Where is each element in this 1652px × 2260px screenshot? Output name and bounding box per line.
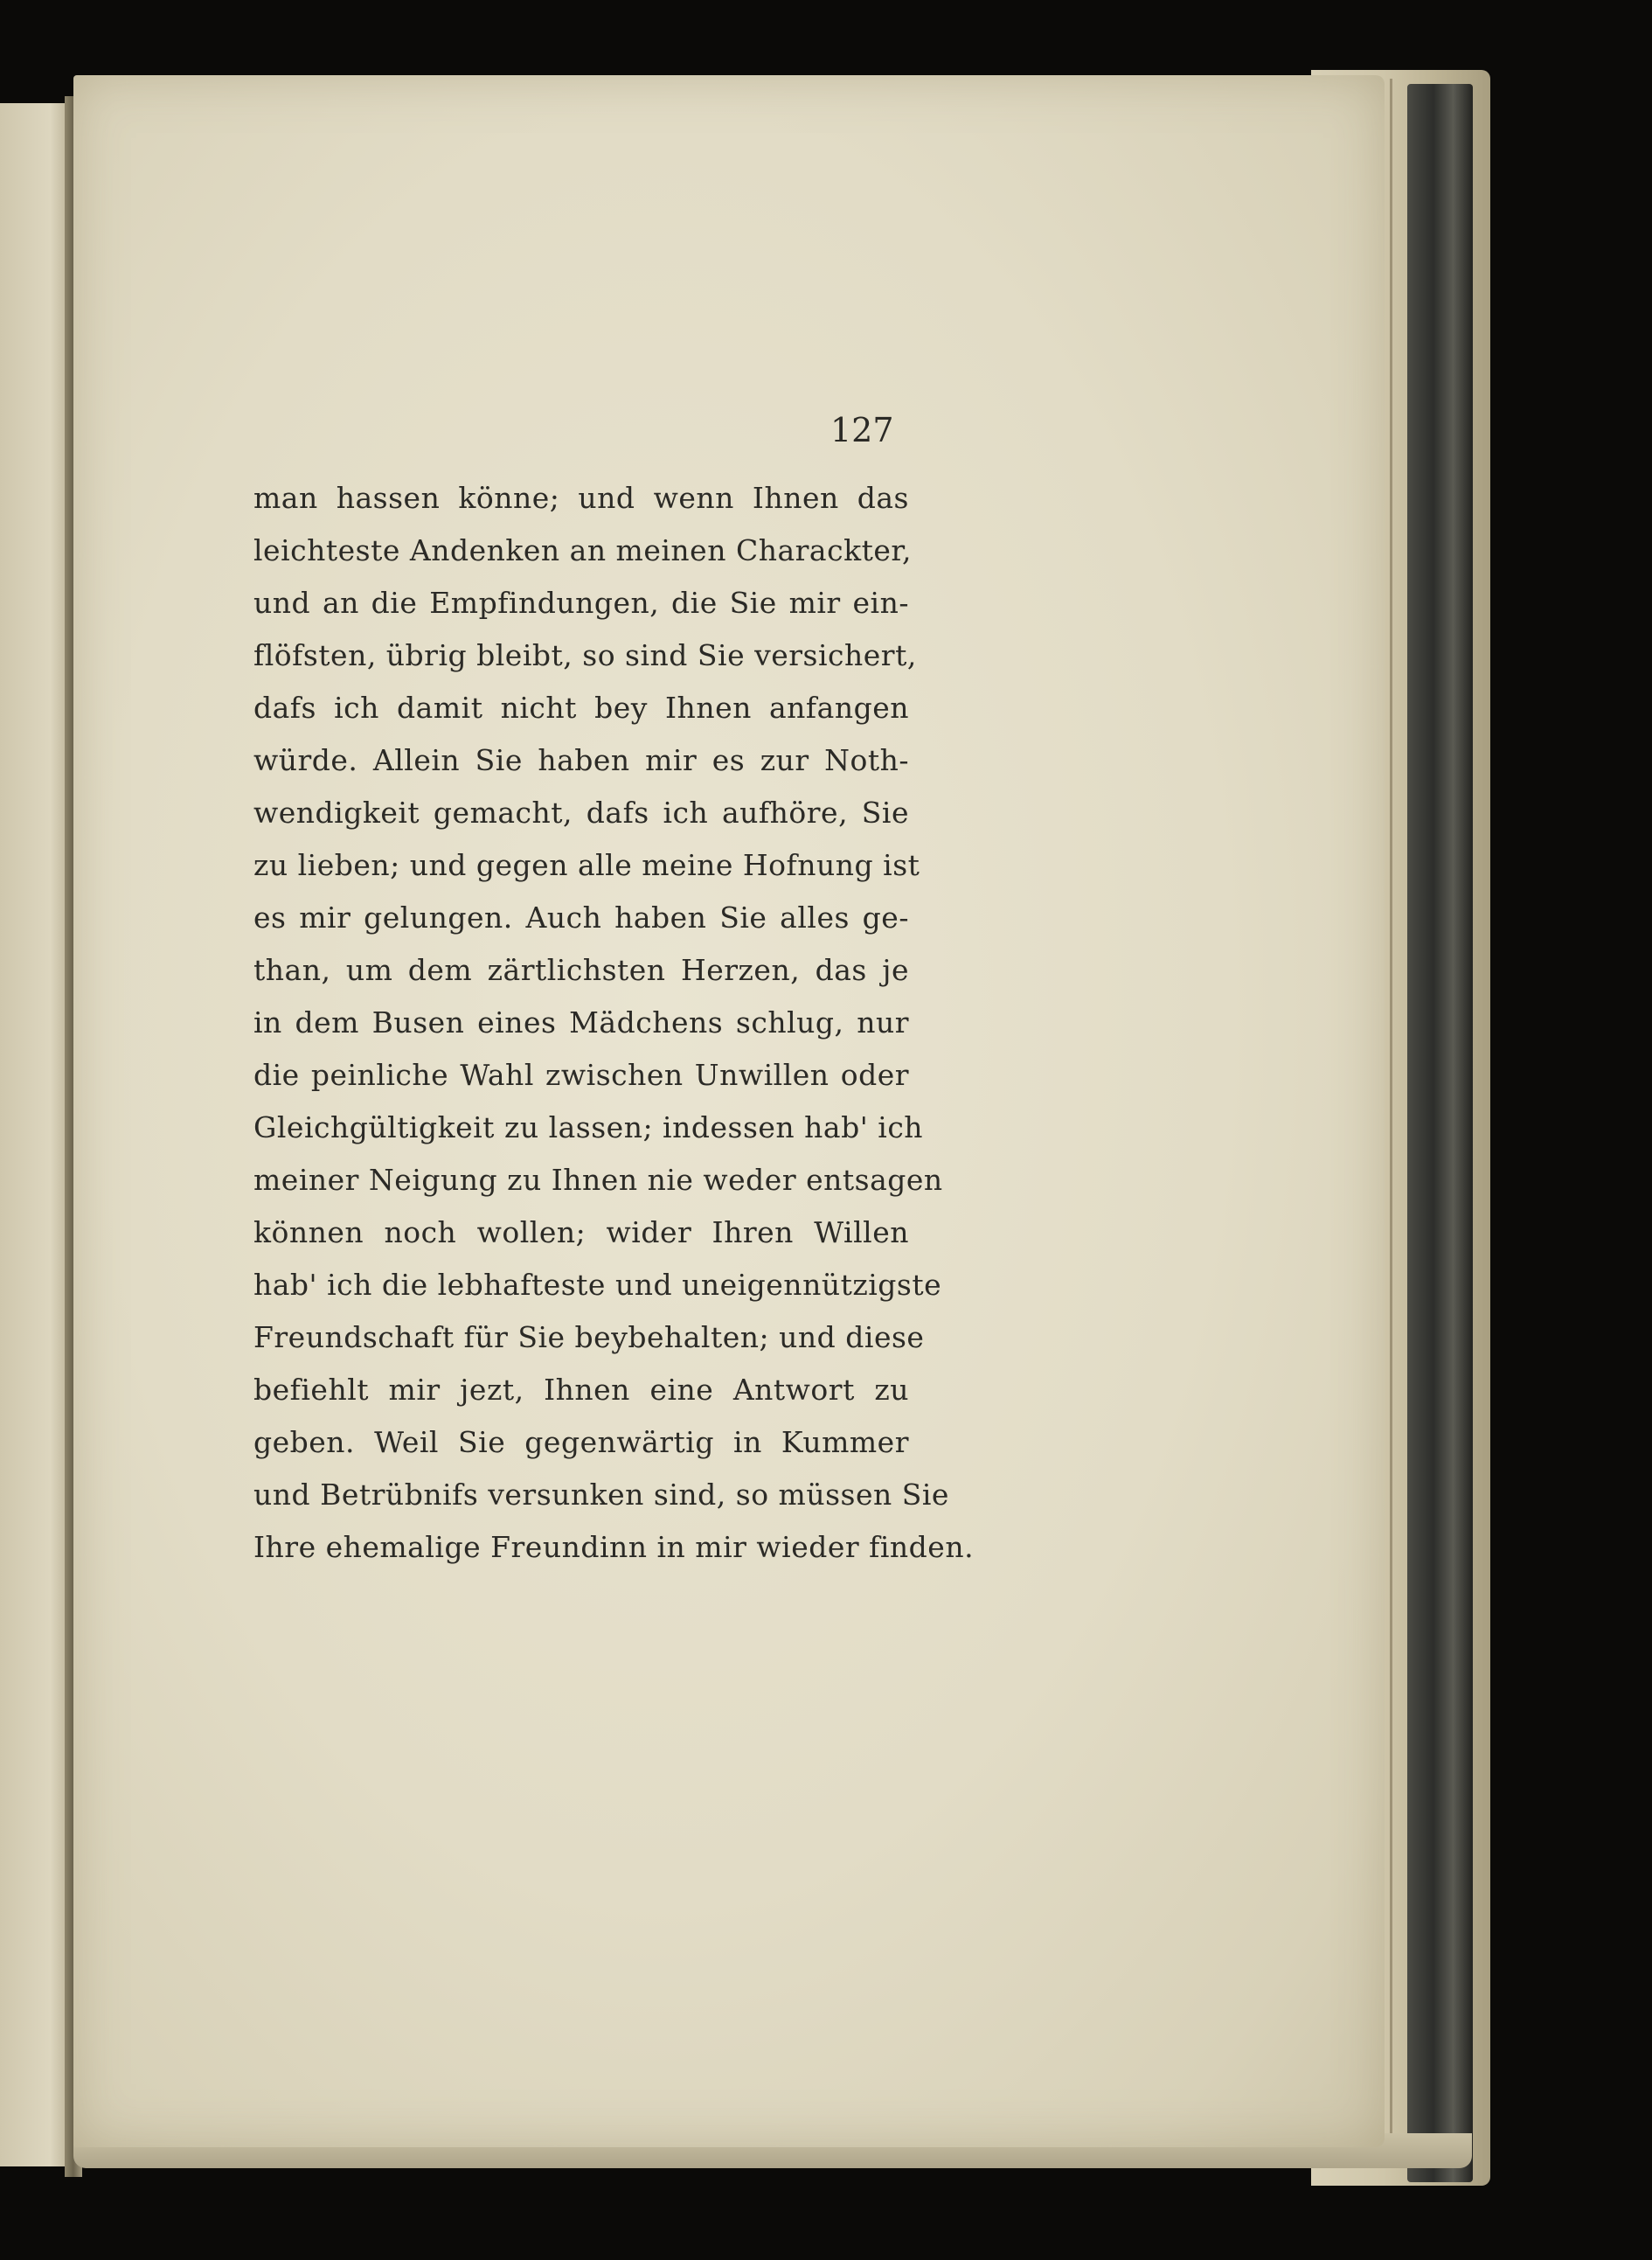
text-line: leichteste Andenken an meinen Charackter, xyxy=(253,533,912,567)
text-line: Freundschaft für Sie beybehalten; und diese xyxy=(253,1320,925,1354)
page-edge-line xyxy=(1390,79,1392,2168)
text-line: würde. Allein Sie haben mir es zur Noth- xyxy=(253,743,909,777)
text-line: befiehlt mir jezt, Ihnen eine Antwort zu xyxy=(253,1373,909,1407)
text-line: in dem Busen eines Mädchens schlug, nur xyxy=(253,1005,909,1040)
text-line: dafs ich damit nicht bey Ihnen anfangen xyxy=(253,691,909,725)
text-line: Ihre ehemalige Freundinn in mir wieder finden. xyxy=(253,1530,975,1564)
text-line: than, um dem zärtlichsten Herzen, das je xyxy=(253,953,909,987)
text-line: flöfsten, übrig bleibt, so sind Sie versichert, xyxy=(253,638,917,672)
text-line: zu lieben; und gegen alle meine Hofnung ist xyxy=(253,848,920,882)
text-line: und Betrübnifs versunken sind, so müssen Sie xyxy=(253,1478,949,1512)
text-line: die peinliche Wahl zwischen Unwillen oder xyxy=(253,1058,909,1092)
book-cover-edge xyxy=(1407,84,1473,2182)
text-line: hab' ich die lebhafteste und uneigennützigste xyxy=(253,1268,942,1302)
text-line: meiner Neigung zu Ihnen nie weder entsagen xyxy=(253,1163,943,1197)
text-line: können noch wollen; wider Ihren Willen xyxy=(253,1215,909,1249)
text-line: Gleichgültigkeit zu lassen; indessen hab' ich xyxy=(253,1110,924,1144)
text-line: geben. Weil Sie gegenwärtig in Kummer xyxy=(253,1425,909,1459)
text-line: es mir gelungen. Auch haben Sie alles ge- xyxy=(253,901,909,935)
page-number: 127 xyxy=(830,411,894,449)
left-facing-page xyxy=(0,103,72,2166)
text-line: wendigkeit gemacht, dafs ich aufhöre, Sie xyxy=(253,796,909,830)
text-line: man hassen könne; und wenn Ihnen das xyxy=(253,481,909,515)
text-line: und an die Empfindungen, die Sie mir ein- xyxy=(253,586,909,620)
